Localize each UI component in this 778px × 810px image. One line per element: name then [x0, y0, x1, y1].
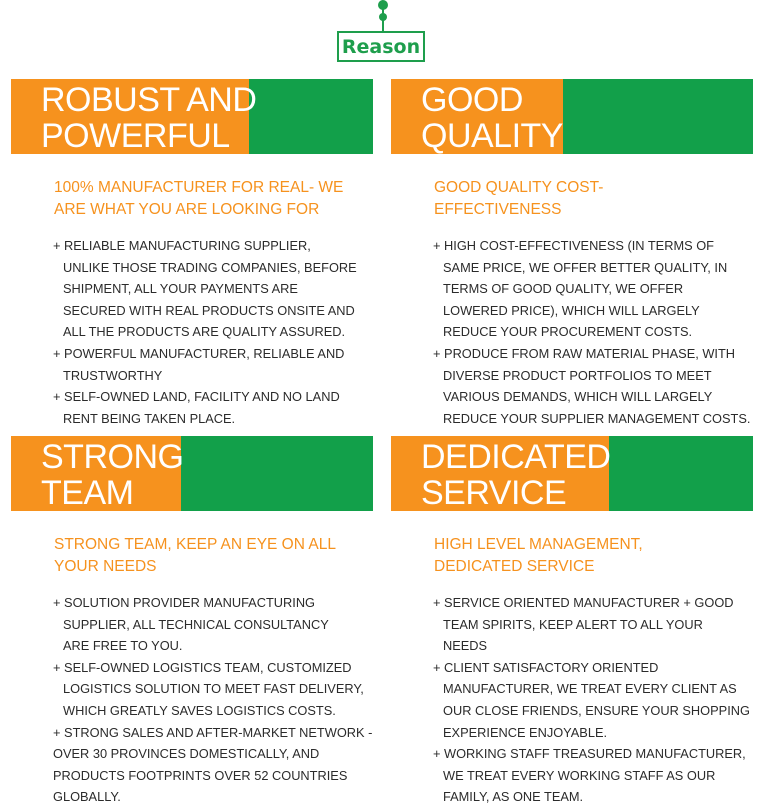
- feature-item-line: TERMS OF GOOD QUALITY, WE OFFER: [443, 281, 684, 297]
- feature-item: [53, 343, 373, 386]
- card-subtitle: [11, 177, 364, 221]
- card-title: [421, 439, 610, 511]
- card-title-line: DEDICATED: [421, 438, 611, 476]
- feature-item-line: EXPERIENCE ENJOYABLE.: [443, 724, 608, 740]
- feature-item-line: FAMILY, AS ONE TEAM.: [443, 789, 584, 805]
- feature-item-line: SHIPMENT, ALL YOUR PAYMENTS ARE: [63, 281, 298, 297]
- feature-item-line: NEEDS: [443, 638, 488, 654]
- feature-item-line: LOGISTICS SOLUTION TO MEET FAST DELIVERY,: [63, 681, 364, 697]
- card-title-line: GOOD: [421, 81, 523, 119]
- feature-item-line: REDUCE YOUR PROCUREMENT COSTS.: [443, 324, 693, 340]
- feature-item-line: ALL THE PRODUCTS ARE QUALITY ASSURED.: [63, 324, 346, 340]
- card-title-line: STRONG: [41, 438, 184, 476]
- card-subtitle-line: HIGH LEVEL MANAGEMENT,: [434, 536, 643, 553]
- banner-orange-block: [11, 436, 184, 512]
- feature-item: [433, 343, 753, 429]
- feature-item-line: DIVERSE PRODUCT PORTFOLIOS TO MEET: [443, 367, 712, 383]
- banner-orange-block: [391, 79, 563, 154]
- banner-orange-block: [391, 436, 609, 511]
- banner-green-block: [609, 436, 753, 511]
- card-title-line: SERVICE: [421, 474, 567, 512]
- feature-item-line: SAME PRICE, WE OFFER BETTER QUALITY, IN: [443, 259, 728, 275]
- feature-item-line: WHICH GREATLY SAVES LOGISTICS COSTS.: [63, 702, 336, 718]
- card-subtitle-line: STRONG TEAM, KEEP AN EYE ON ALL: [54, 536, 336, 553]
- card-feature-list: [11, 235, 373, 429]
- card-feature-list: [391, 592, 753, 808]
- card-good-quality: [391, 79, 753, 429]
- feature-item-line: WE TREAT EVERY WORKING STAFF AS OUR: [443, 767, 716, 783]
- feature-item-line: OUR CLOSE FRIENDS, ENSURE YOUR SHOPPING: [443, 702, 750, 718]
- feature-item-line: + STRONG SALES AND AFTER-MARKET NETWORK -: [53, 724, 373, 740]
- banner-green-block: [563, 79, 753, 154]
- card-banner: [391, 79, 753, 154]
- feature-item-line: + PRODUCE FROM RAW MATERIAL PHASE, WITH: [433, 345, 736, 361]
- card-feature-list: [11, 592, 373, 808]
- card-subtitle-line: DEDICATED SERVICE: [434, 558, 595, 575]
- card-subtitle-line: YOUR NEEDS: [54, 558, 157, 575]
- feature-item-line: SECURED WITH REAL PRODUCTS ONSITE AND: [63, 302, 355, 318]
- feature-item-line: VARIOUS DEMANDS, WHICH WILL LARGELY: [443, 389, 713, 405]
- pin-icon: [376, 0, 390, 34]
- reason-heading-text: Reason: [341, 35, 421, 58]
- feature-item-line: SUPPLIER, ALL TECHNICAL CONSULTANCY: [63, 616, 329, 632]
- feature-item-line: + RELIABLE MANUFACTURING SUPPLIER,: [53, 238, 311, 253]
- card-title: [41, 82, 256, 154]
- feature-item: [433, 657, 753, 743]
- card-title: [421, 82, 563, 154]
- card-subtitle-line: GOOD QUALITY COST-: [434, 179, 604, 196]
- feature-item-line: REDUCE YOUR SUPPLIER MANAGEMENT COSTS.: [443, 410, 751, 426]
- card-title-line: QUALITY: [421, 117, 563, 155]
- banner-orange-block: [11, 79, 257, 155]
- card-robust-powerful: [11, 79, 373, 429]
- feature-item-line: + SELF-OWNED LAND, FACILITY AND NO LAND: [53, 389, 340, 405]
- card-subtitle-line: EFFECTIVENESS: [434, 201, 562, 218]
- banner-green-block: [181, 436, 373, 511]
- card-feature-list: [391, 235, 753, 429]
- feature-item-line: + WORKING STAFF TREASURED MANUFACTURER,: [433, 746, 746, 762]
- feature-item-line: LOWERED PRICE), WHICH WILL LARGELY: [443, 302, 700, 318]
- card-subtitle: [391, 534, 744, 578]
- feature-item-line: + SERVICE ORIENTED MANUFACTURER + GOOD: [433, 595, 734, 610]
- feature-item: [53, 386, 373, 429]
- feature-item: [53, 235, 373, 343]
- feature-item-line: MANUFACTURER, WE TREAT EVERY CLIENT AS: [443, 681, 737, 697]
- feature-item: [53, 592, 373, 657]
- feature-item-line: + CLIENT SATISFACTORY ORIENTED: [433, 659, 659, 675]
- card-subtitle-line: 100% MANUFACTURER FOR REAL- WE: [54, 179, 344, 196]
- feature-item-line: + POWERFUL MANUFACTURER, RELIABLE AND: [53, 345, 345, 361]
- card-subtitle-line: ARE WHAT YOU ARE LOOKING FOR: [54, 201, 320, 218]
- card-title-line: POWERFUL: [41, 117, 230, 155]
- feature-item: [433, 592, 753, 657]
- feature-item-line: RENT BEING TAKEN PLACE.: [63, 410, 236, 426]
- feature-item: [53, 657, 373, 722]
- card-banner: [11, 436, 373, 511]
- card-subtitle: [11, 534, 364, 578]
- card-dedicated-service: [391, 436, 753, 808]
- feature-item-line: GLOBALLY.: [53, 789, 121, 805]
- feature-item-line: ARE FREE TO YOU.: [63, 638, 183, 654]
- feature-item-line: PRODUCTS FOOTPRINTS OVER 52 COUNTRIES: [53, 767, 348, 783]
- card-subtitle: [391, 177, 744, 221]
- reason-heading: [337, 31, 425, 62]
- feature-item-line: UNLIKE THOSE TRADING COMPANIES, BEFORE: [63, 259, 357, 275]
- card-title-line: TEAM: [41, 474, 134, 512]
- card-banner: [391, 436, 753, 511]
- feature-item-line: TEAM SPIRITS, KEEP ALERT TO ALL YOUR: [443, 616, 703, 632]
- card-strong-team: [11, 436, 373, 808]
- card-title-line: ROBUST AND: [41, 81, 257, 119]
- feature-item-line: + HIGH COST-EFFECTIVENESS (IN TERMS OF: [433, 238, 714, 253]
- feature-item-line: OVER 30 PROVINCES DOMESTICALLY, AND: [53, 746, 320, 762]
- feature-item: [433, 743, 753, 808]
- feature-item-line: + SELF-OWNED LOGISTICS TEAM, CUSTOMIZED: [53, 659, 352, 675]
- feature-item: [433, 235, 753, 343]
- feature-item: [53, 722, 373, 808]
- card-title: [41, 439, 183, 511]
- banner-green-block: [249, 79, 373, 154]
- card-banner: [11, 79, 373, 154]
- feature-item-line: TRUSTWORTHY: [63, 367, 163, 383]
- feature-item-line: + SOLUTION PROVIDER MANUFACTURING: [53, 595, 316, 610]
